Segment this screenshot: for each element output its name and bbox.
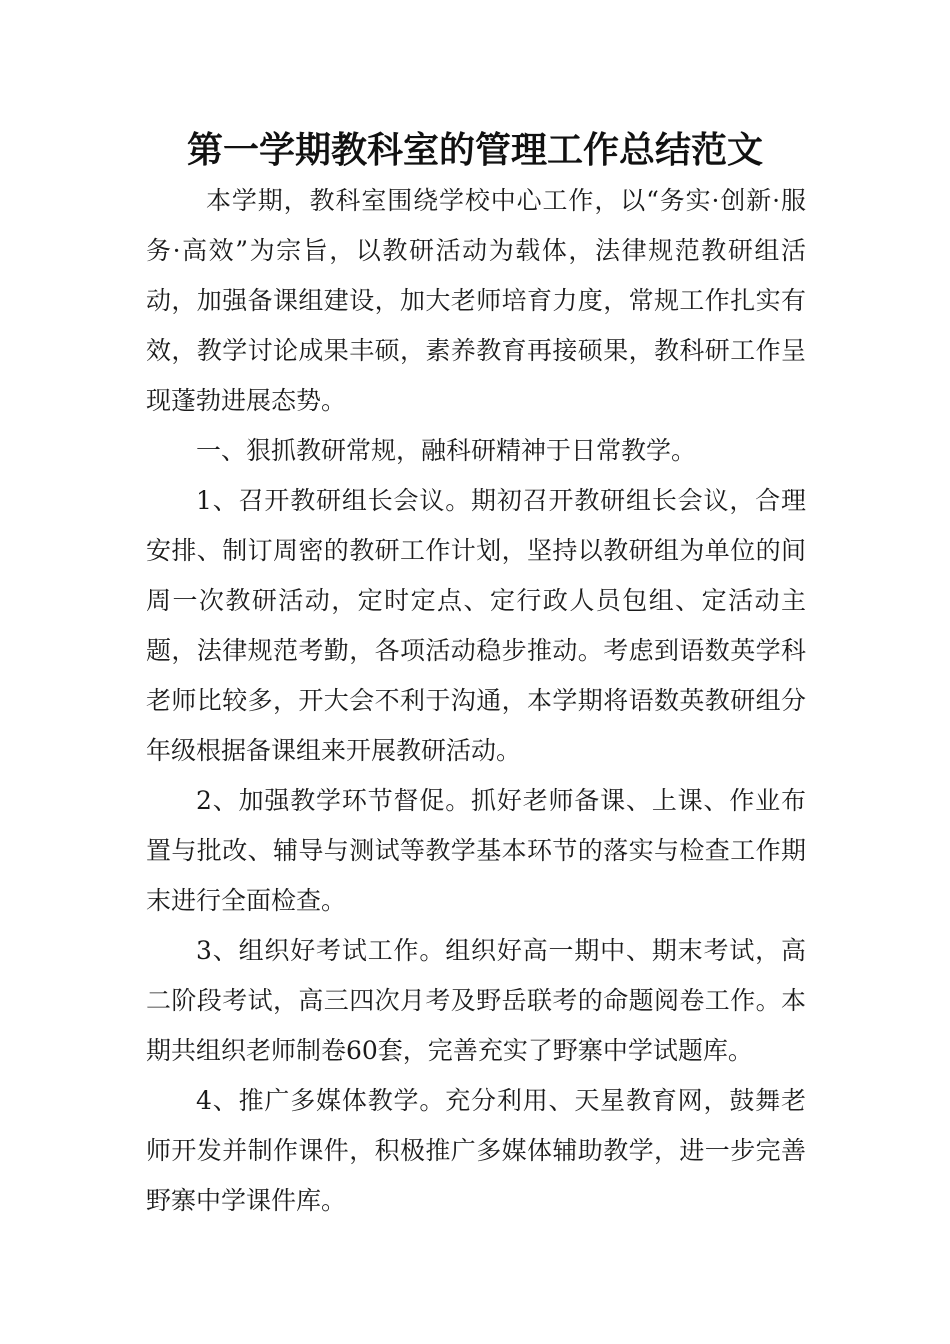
document-body (146, 176, 806, 1226)
intro-paragraph: 本学期，教科室围绕学校中心工作，以“务实·创新·服务·高效”为宗旨，以教研活动为载体，法律规范教研组活动，加强备课组建设，加大老师培育力度，常规工作扎实有效，教学讨论成果丰硕，素养教育再接硕果，教科研工作呈现蓬勃进展态势。 (146, 186, 806, 415)
paragraph-item-3: 3、组织好考试工作。组织好高一期中、期末考试，高二阶段考试，高三四次月考及野岳联考的命题阅卷工作。本期共组织老师制卷60套，完善充实了野寨中学试题库。 (146, 936, 806, 1065)
paragraph-item-2: 2、加强教学环节督促。抓好老师备课、上课、作业布置与批改、辅导与测试等教学基本环节的落实与检查工作期末进行全面检查。 (146, 786, 806, 915)
section-heading-1: 一、狠抓教研常规，融科研精神于日常教学。 (196, 436, 697, 465)
document-title: 第一学期教科室的管理工作总结范文 (186, 129, 763, 171)
paragraph-item-1: 1、召开教研组长会议。期初召开教研组长会议，合理安排、制订周密的教研工作计划，坚持以教研组为单位的间周一次教研活动，定时定点、定行政人员包组、定活动主题，法律规范考勤，各项活动稳步推动。考虑到语数英学科老师比较多，开大会不利于沟通，本学期将语数英教研组分年级根据备课组来开展教研活动。 (146, 486, 806, 765)
paragraph-item-4: 4、推广多媒体教学。充分利用、天星教育网，鼓舞老师开发并制作课件，积极推广多媒体辅助教学，进一步完善野寨中学课件库。 (146, 1086, 806, 1215)
